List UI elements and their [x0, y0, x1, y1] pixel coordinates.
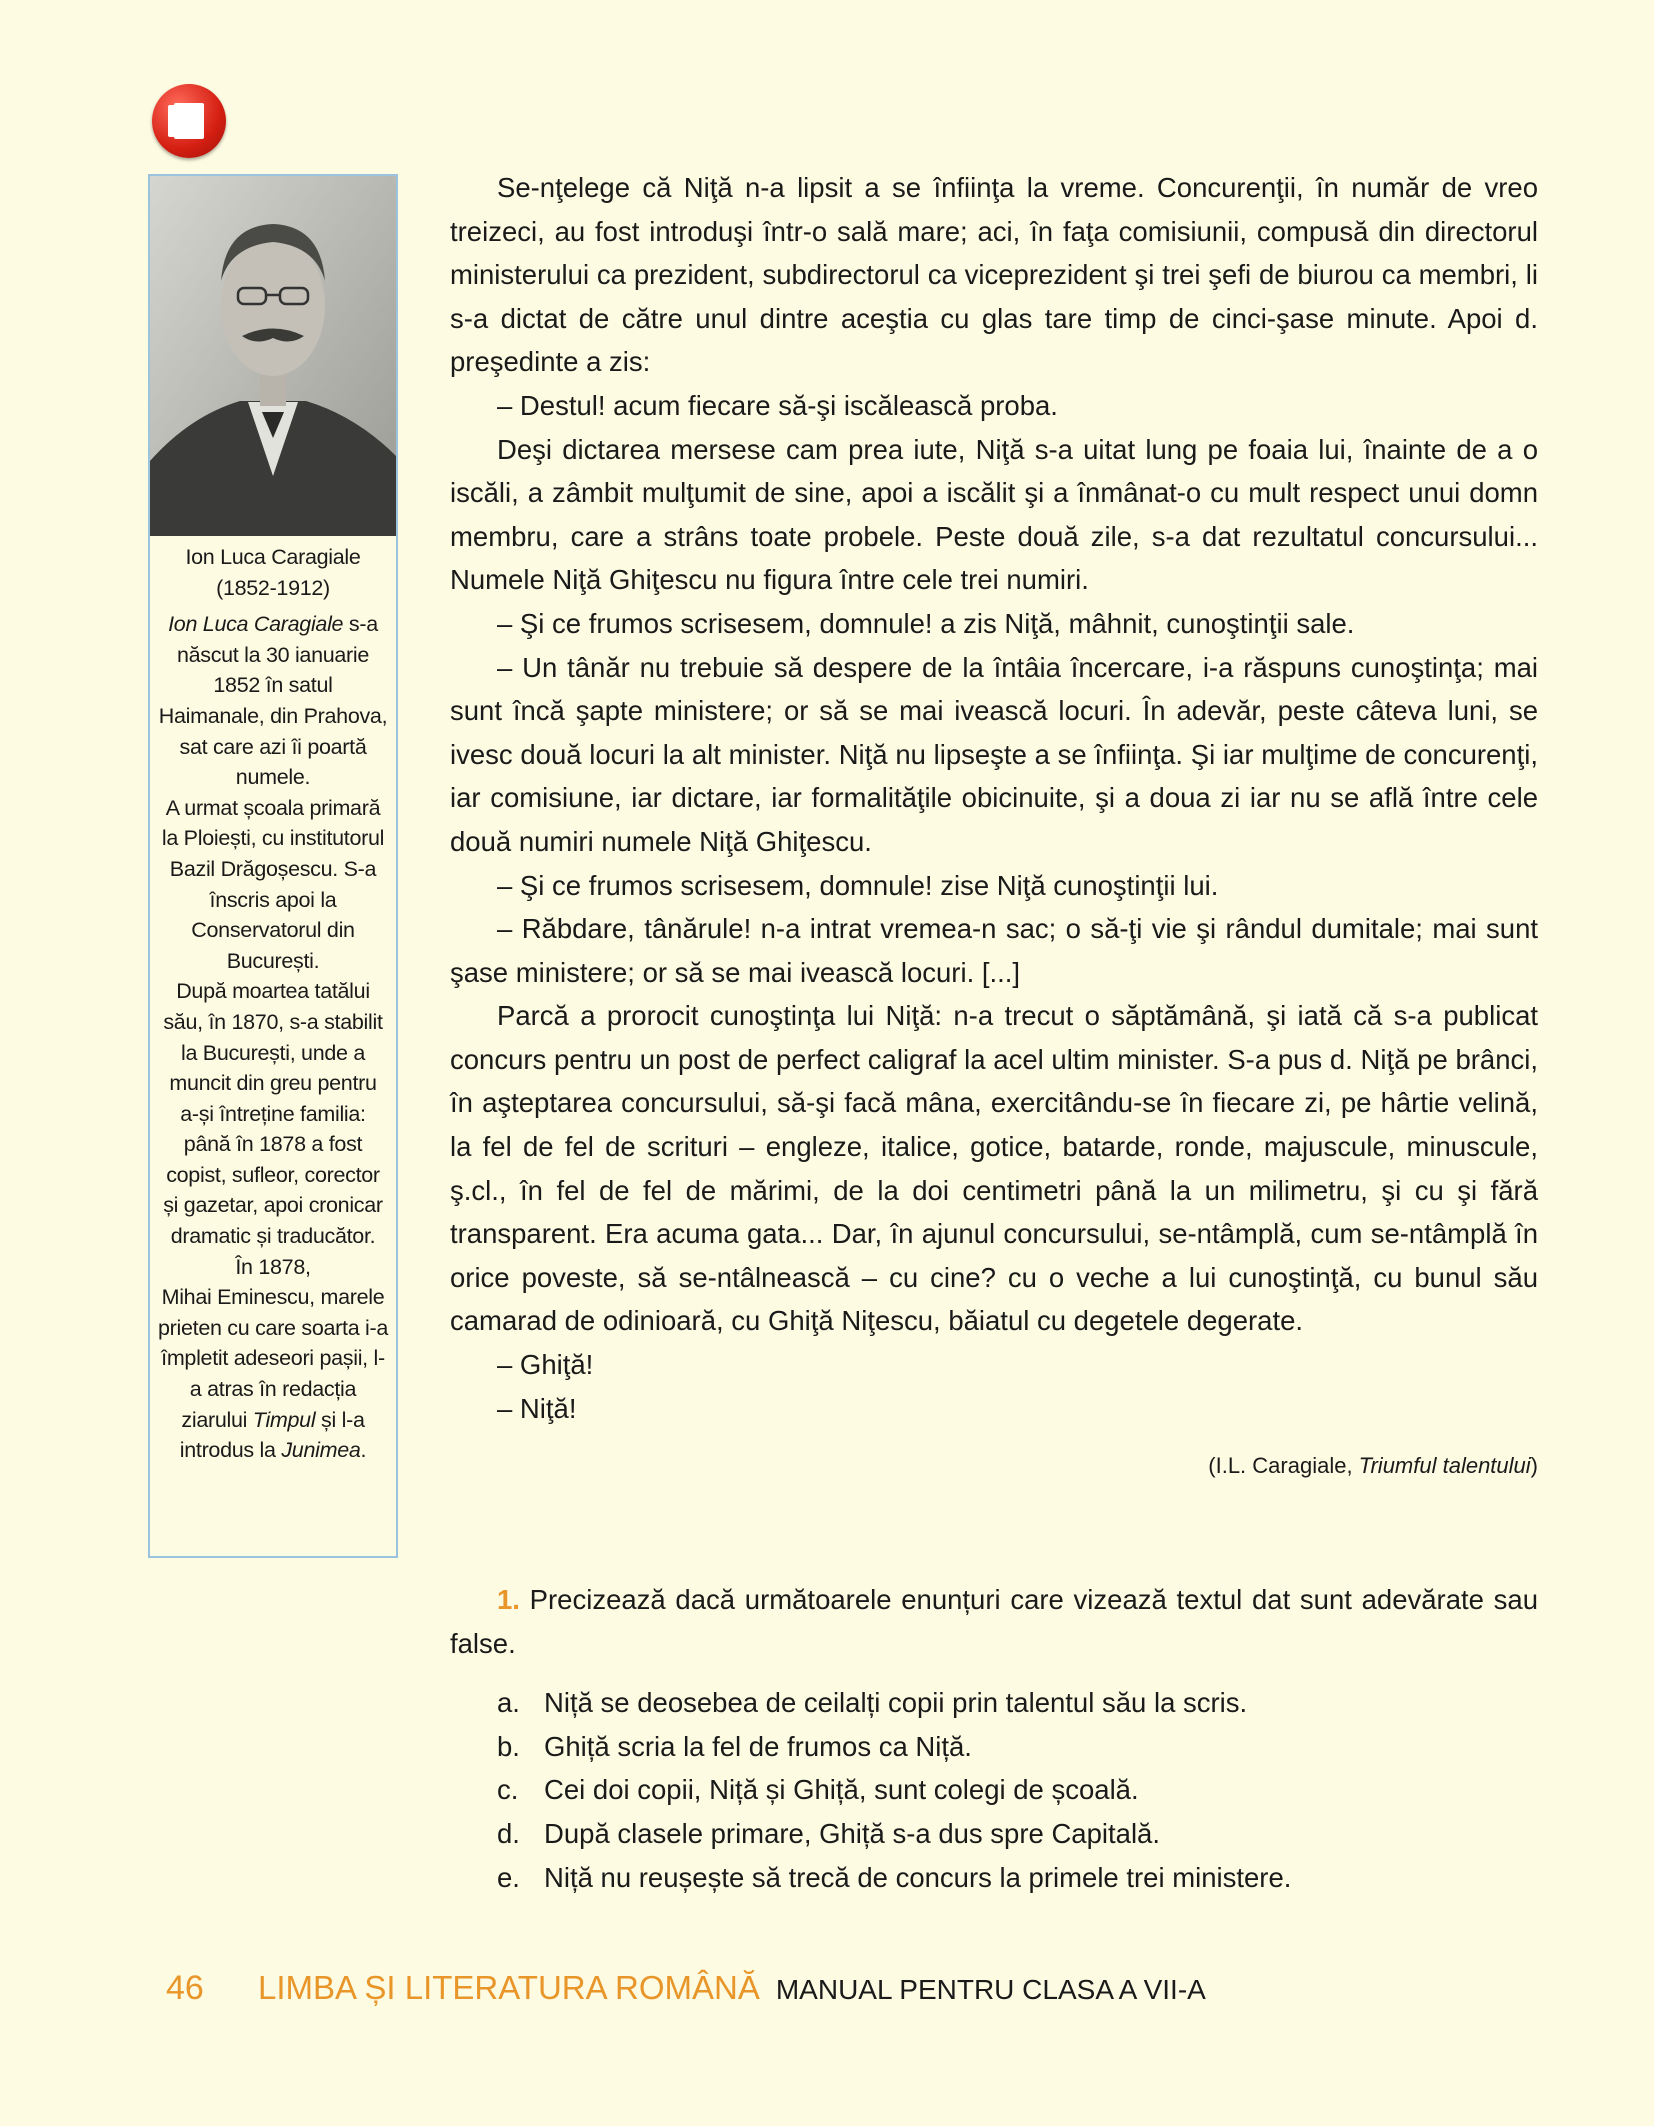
book-page — [174, 103, 204, 139]
exercise-item — [450, 1768, 1538, 1812]
item-letter: b. — [497, 1730, 520, 1762]
bio-name: Ion Luca Caragiale — [168, 612, 344, 637]
exercise-item — [450, 1812, 1538, 1856]
portrait-caption — [158, 542, 388, 603]
item-text: După clasele primare, Ghiță s-a dus spre Capitală. — [544, 1817, 1160, 1849]
bio-paragraph-4 — [158, 1252, 388, 1466]
story-paragraph: Parcă a prorocit cunoştinţa lui Niţă: n-a trecut o săptămână, şi iată că s-a publicat concurs pentru un post de perfect caligraf la acel ultim minister. S-a pus d. Niţă pe brânci, în aşteptarea concursului, să-şi facă mâna, exercitându-se în fiecare zi, pe hârtie velină, la fel de fel de scrituri – engleze, italice, gotice, batarde, ronde, majuscule, minuscule, ş.cl., în fel de fel de mărimi, de la doi centimetri până la un milimetru, şi cu şi fără transparent. Era acuma gata... Dar, în ajunul concursului, se-ntâmplă, cum se-ntâmplă în orice poveste, să se-ntâlnească – cu cine? cu o veche a lui cunoştinţă, cu bunul său camarad de odinioară, cu Ghiţă Niţescu, băiatul cu degetele degerate. — [450, 1000, 1538, 1337]
story-dialogue: – Şi ce frumos scrisesem, domnule! zise Niţă cunoştinţii lui. — [497, 869, 1219, 901]
source-author: (I.L. Caragiale, — [1208, 1453, 1359, 1479]
caption-years: (1852-1912) — [216, 575, 330, 600]
story-dialogue: – Şi ce frumos scrisesem, domnule! a zis Niţă, mâhnit, cunoştinţii sale. — [497, 607, 1355, 639]
bio-society: Junimea — [281, 1438, 361, 1463]
exercise-prompt — [450, 1578, 1538, 1665]
bio-paragraph-3: După moartea tatălui său, în 1870, s-a stabilit la București, unde a muncit din greu pentru a-și întreține familia: până în 1878 a fost copist, sufleor, corector și gazetar, apoi cronicar dramatic și traducător. — [163, 979, 383, 1249]
grade-label: MANUAL PENTRU CLASA A VII-A — [775, 1974, 1206, 2005]
exercise-item — [450, 1681, 1538, 1725]
bio-text-4a: În 1878, — [235, 1254, 311, 1279]
exercise-item — [450, 1856, 1538, 1900]
story-dialogue: – Ghiţă! — [497, 1349, 594, 1381]
item-letter: a. — [497, 1687, 520, 1719]
author-bio — [150, 536, 396, 1466]
story-paragraph: – Un tânăr nu trebuie să despere de la întâia încercare, i-a răspuns cunoştinţa; mai sunt încă şapte ministere; or să se mai ivească locuri. În adevăr, peste câteva luni, se ivesc două locuri la alt minister. Niţă nu lipseşte a se înfiinţa. Şi iar mulţime de concurenţi, iar comisiune, iar dictare, iar formalităţile obicinuite, şi a doua zi iar nu se află între cele două numiri numele Niţă Ghiţescu. — [450, 651, 1538, 857]
exercise-number: 1. — [497, 1584, 520, 1615]
author-sidebar — [148, 174, 398, 1558]
story-paragraph: Deşi dictarea mersese cam prea iute, Niţă s-a uitat lung pe foaia lui, înainte de a o iscăli, a zâmbit mulţumit de sine, apoi a iscălit şi a înmânat-o cu mult respect unui domn membru, care a strâns toate probele. Peste două zile, s-a dat rezultatul concursului... Numele Niţă Ghiţescu nu figura între cele trei numiri. — [450, 433, 1538, 596]
bio-text-4d: și l-a introdus la — [179, 1407, 365, 1463]
page-footer — [166, 1969, 1206, 2008]
source-title: Triumful talentului — [1358, 1453, 1531, 1479]
story-dialogue: – Niţă! — [497, 1392, 577, 1424]
bio-paragraph-1 — [158, 609, 388, 793]
story-text — [450, 166, 1538, 1488]
exercise-1 — [450, 1578, 1538, 1899]
bio-text-1: s-a născut la 30 ianuarie 1852 în satul Haimanale, din Prahova, sat care azi îi poartă numele. — [158, 612, 388, 790]
caption-name: Ion Luca Caragiale — [185, 545, 361, 569]
exercise-items — [450, 1681, 1538, 1899]
item-text: Niță nu reușește să trecă de concurs la primele trei ministere. — [544, 1861, 1292, 1893]
source-end: ) — [1530, 1453, 1538, 1479]
bio-newspaper: Timpul — [252, 1407, 316, 1432]
exercise-item — [450, 1725, 1538, 1769]
book-icon — [152, 84, 226, 158]
subject-title: LIMBA ȘI LITERATURA ROMÂNĂ — [258, 1969, 760, 2006]
item-letter: d. — [497, 1817, 520, 1849]
bio-text-4b: Mihai Eminescu, marele prieten cu care soarta i-a împletit adeseori pașii, l-a atras în redacția ziarului — [158, 1285, 389, 1432]
exercise-prompt-text: Precizează dacă următoarele enunțuri care vizează textul dat sunt adevărate sau false. — [450, 1584, 1538, 1659]
bio-text-4f: . — [360, 1438, 367, 1463]
item-text: Cei doi copii, Niță și Ghiță, sunt colegi de școală. — [544, 1774, 1139, 1806]
story-paragraph: Se-nţelege că Niţă n-a lipsit a se înfiinţa la vreme. Concurenţii, în număr de vreo treizeci, au fost introduşi într-o sală mare; aci, în faţa comisiunii, compusă din directorul ministerului ca prezident, subdirectorul ca viceprezident şi trei şefi de biurou ca membri, li s-a dictat de către unul dintre aceştia cu glas tare timp de cinci-şase minute. Apoi d. preşedinte a zis: — [450, 172, 1538, 378]
story-paragraph: – Răbdare, tânărule! n-a intrat vremea-n sac; o să-ţi vie şi rândul dumitale; mai sunt şase ministere; or să se mai ivească locuri. [...] — [450, 913, 1538, 988]
item-letter: c. — [497, 1774, 519, 1806]
item-text: Niță se deosebea de ceilalți copii prin talentul său la scris. — [544, 1687, 1248, 1719]
item-text: Ghiță scria la fel de frumos ca Niță. — [544, 1730, 972, 1762]
item-letter: e. — [497, 1861, 520, 1893]
source-citation — [450, 1444, 1538, 1488]
page-number: 46 — [166, 1969, 204, 2007]
author-portrait — [150, 176, 396, 536]
bio-paragraph-2: A urmat școala primară la Ploiești, cu institutorul Bazil Drăgoșescu. S-a înscris apoi la Conservatorul din București. — [161, 795, 385, 973]
story-dialogue: – Destul! acum fiecare să-şi iscălească proba. — [497, 389, 1058, 421]
